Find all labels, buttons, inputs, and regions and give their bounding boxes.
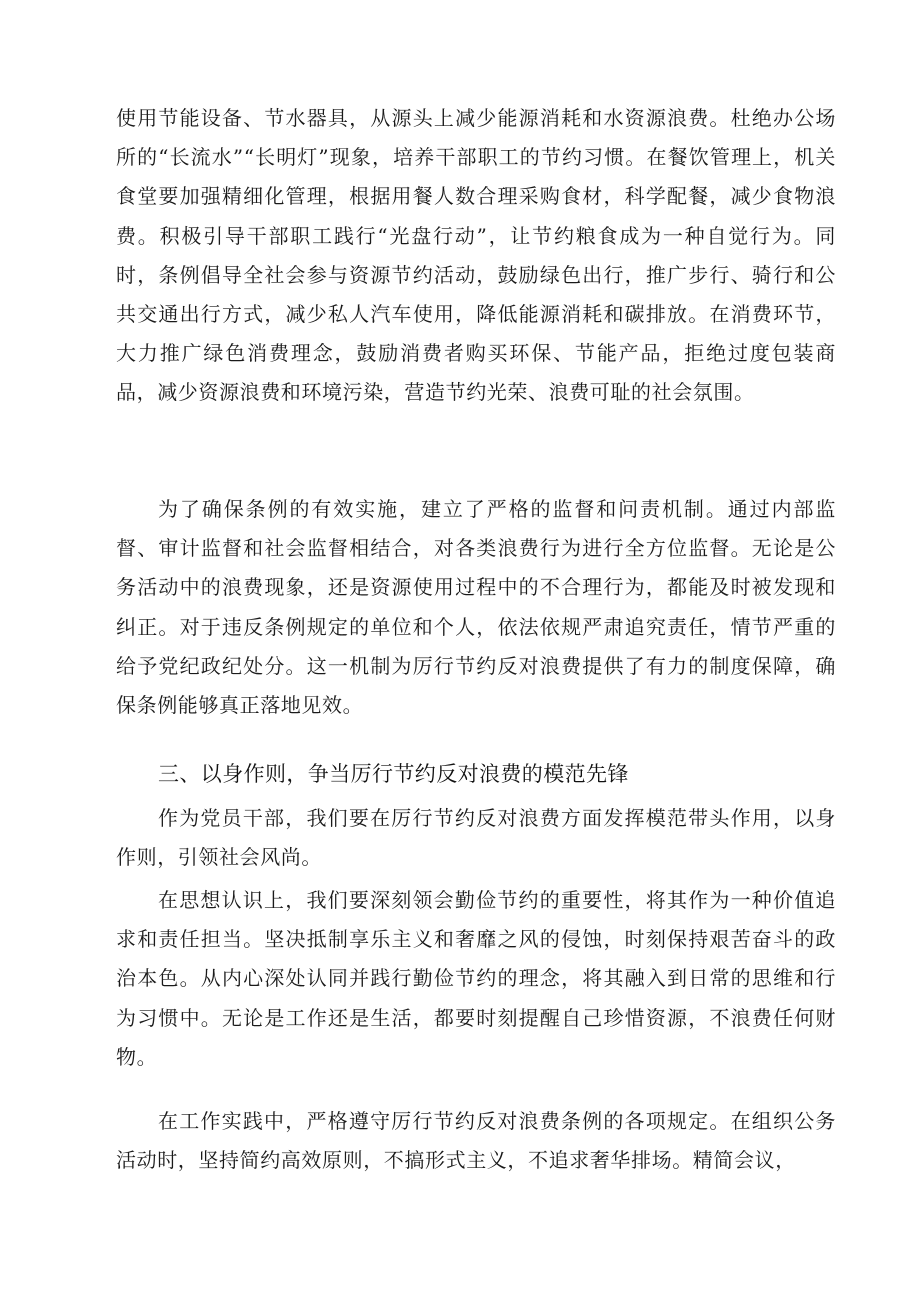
paragraph-text: 为了确保条例的有效实施，建立了严格的监督和问责机制。通过内部监督、审计监督和社会监督相结合，对各类浪费行为进行全方位监督。无论是公务活动中的浪费现象，还是资源使用过程中的不合理行为，都能及时被发现和纠正。对于违反条例规定的单位和个人，依法依规严肃追究责任，情节严重的给予党纪政纪处分。这一机制为厉行节约反对浪费提供了有力的制度保障，确保条例能够真正落地见效。 — [116, 497, 836, 718]
paragraph-text: 在工作实践中，严格遵守厉行节约反对浪费条例的各项规定。在组织公务活动时，坚持简约高效原则，不搞形式主义，不追求奢华排场。精简会议， — [116, 1109, 836, 1173]
paragraph-thinking — [116, 881, 836, 1077]
paragraph-intro — [116, 799, 836, 877]
paragraph-text: 在思想认识上，我们要深刻领会勤俭节约的重要性，将其作为一种价值追求和责任担当。坚决抵制享乐主义和奢靡之风的侵蚀，时刻保持艰苦奋斗的政治本色。从内心深处认同并践行勤俭节约的理念，将其融入到日常的思维和行为习惯中。无论是工作还是生活，都要时刻提醒自己珍惜资源，不浪费任何财物。 — [116, 888, 836, 1069]
paragraph-resource-saving — [116, 99, 836, 413]
section-heading: 三、以身作则，争当厉行节约反对浪费的模范先锋 — [158, 762, 629, 786]
paragraph-text: 使用节能设备、节水器具，从源头上减少能源消耗和水资源浪费。杜绝办公场所的“长流水”“长明灯”现象，培养干部职工的节约习惯。在餐饮管理上，机关食堂要加强精细化管理，根据用餐人数合理采购食材，科学配餐，减少食物浪费。积极引导干部职工践行“光盘行动”，让节约粮食成为一种自觉行为。同时，条例倡导全社会参与资源节约活动，鼓励绿色出行，推广步行、骑行和公共交通出行方式，减少私人汽车使用，降低能源消耗和碳排放。在消费环节，大力推广绿色消费理念，鼓励消费者购买环保、节能产品，拒绝过度包装商品，减少资源浪费和环境污染，营造节约光荣、浪费可耻的社会氛围。 — [116, 106, 836, 405]
paragraph-practice — [116, 1102, 836, 1180]
paragraph-text: 作为党员干部，我们要在厉行节约反对浪费方面发挥模范带头作用，以身作则，引领社会风尚。 — [116, 806, 836, 870]
paragraph-supervision — [116, 490, 836, 725]
